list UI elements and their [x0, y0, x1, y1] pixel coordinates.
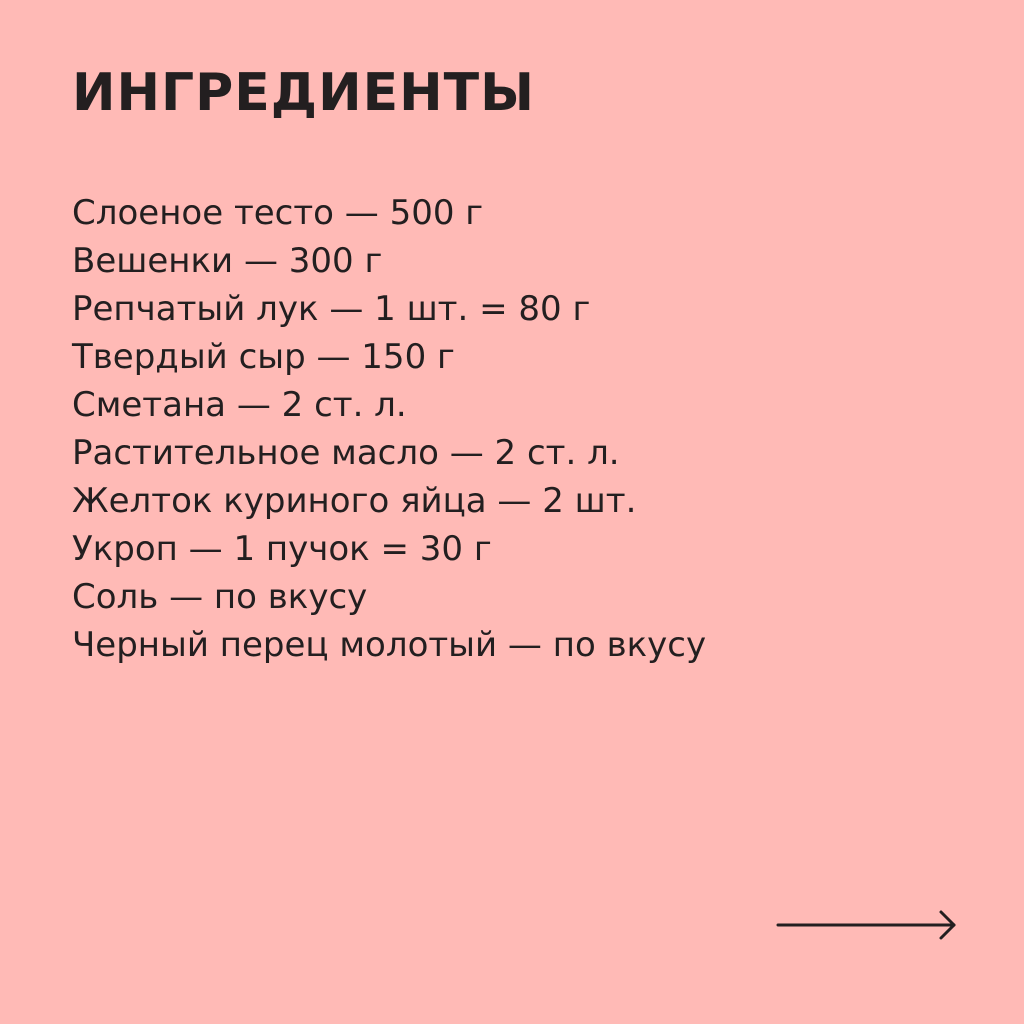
- list-item: Вешенки — 300 г: [72, 241, 383, 281]
- list-item: Желток куриного яйца — 2 шт.: [72, 481, 637, 521]
- list-item: Черный перец молотый — по вкусу: [72, 625, 707, 665]
- list-item: Укроп — 1 пучок = 30 г: [72, 529, 492, 569]
- list-item: Растительное масло — 2 ст. л.: [72, 433, 620, 473]
- next-button[interactable]: [776, 905, 960, 945]
- list-item: Слоеное тесто — 500 г: [72, 193, 484, 233]
- list-item: Репчатый лук — 1 шт. = 80 г: [72, 289, 591, 329]
- page-title: ИНГРЕДИЕНТЫ: [72, 63, 536, 123]
- ingredients-list: [72, 189, 706, 669]
- list-item: Сметана — 2 ст. л.: [72, 385, 407, 425]
- list-item: Твердый сыр — 150 г: [72, 337, 455, 377]
- arrow-right-icon: [776, 905, 960, 945]
- list-item: Соль — по вкусу: [72, 577, 368, 617]
